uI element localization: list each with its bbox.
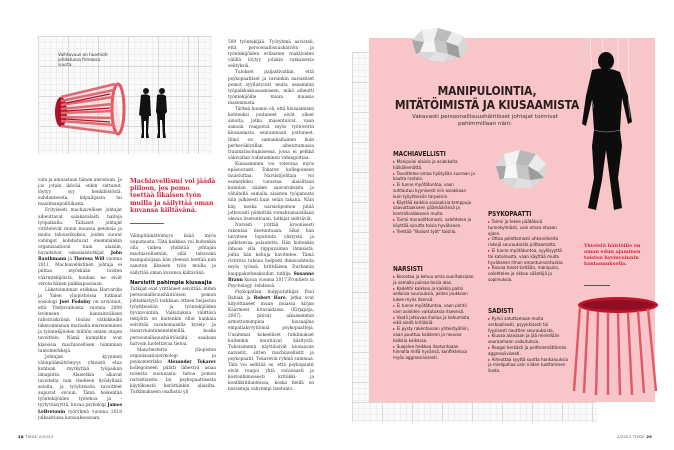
article-column-2: [130, 234, 216, 396]
trait-item: [488, 236, 568, 248]
graph-paper-background: [352, 402, 597, 422]
trait-item: [488, 219, 568, 236]
section-title: PSYKOPAATTI: [488, 210, 532, 218]
trait-text: Vaatii jatkuvaa ihailua ja kehumista eikä siedä kritiikkiä.: [393, 314, 470, 326]
trait-item: [393, 274, 475, 286]
paragraph: Tutkijat ovat yrittäneet selvittää, miten persoonallisuushäiriöisen pomon johtamistyyli tarkkaan ottaen heijastuu työyhteisöön ja työntekijöiden hyvinvointiin. Vaikutuksia välittävä tekijöitä on kuitenkin ollut hankala selvittää tavanomaisilla kysely- ja itsearviointimenetelmillä, koska persoonallisuushäiriöisiltä saadaan harvoin luotettavaa tietoa.: [130, 286, 216, 347]
trait-text: Teettää "likaiset työt" toisilla.: [396, 228, 457, 234]
trait-text: Tavoittelee omaa hyötyään suoraan ja kautta rantain.: [393, 170, 475, 182]
trait-text: Aiheuttaa syyttä suotta hankaluuksia ja mielipahaa vain niiden tuottamisen ilosta.: [488, 356, 568, 374]
trait-text: Raivaa toiset tieltään, manipuloi, valehtelee ja rikkoo sääntöjä ja sopimuksia.: [488, 265, 560, 282]
trait-text: Ei pysty rakentavaan yhteistyöhön, vaan puuttuu kaikkeen ja neuvoo kaikkia kaikessa.: [393, 326, 469, 343]
bullet-icon: ▸: [488, 265, 491, 271]
bullet-icon: ▸: [393, 170, 396, 176]
trait-item: [488, 333, 568, 345]
magazine-name: TIEDE: [25, 434, 38, 439]
infobox-section-psykopaatti: [488, 210, 568, 283]
trait-text: Kadehtii kaikkea ja kaikkia paitsi sellaisia suuruuksia, joiden joukkoon lukee myös itsensä.: [393, 285, 468, 303]
trait-text: Kiusaa alaisiaan ja jää mielellään seuraamaan vaikutuksia.: [488, 333, 560, 345]
trait-text: Pyrkii satuttamaan muita verbaalisesti, psyykkisesti tai fyysisesti nauttien seurauksista.: [488, 316, 554, 333]
trait-item: [393, 286, 475, 303]
trait-list: [488, 219, 568, 283]
trait-item: [393, 303, 475, 315]
paragraph: Johtajan kyyninen välinpitämättömyys yhteistä etua kohtaan myrkyttää työpaikan ilmapiirin. Alaisetkin alkavat tavoitella vain itselleen hyödyllisiä asioita, ja työyhteisön tavoitteet aupuvat sivuun. Tämä heikentää työntekijöiden työtehoa ja -tyytyväisyyttä, kuvaa psykologi James LeBretonin työryhmä vuonna 2018 julkaistussa katsauksessaan.: [38, 354, 122, 421]
trait-item: [488, 357, 568, 374]
illustration-caption: Vaihtuvuus on huomioti johdetussa firmassa suurta.: [58, 52, 108, 67]
trait-text: Reagoi herkästi ja peittelemättömän aggressiivisesti.: [488, 344, 567, 356]
bullet-icon: ▸: [393, 302, 396, 308]
crumpled-paper-illustration: [408, 26, 470, 64]
bullet-icon: ▸: [393, 159, 396, 164]
title-line: MANIPULOINTIA,: [437, 83, 537, 98]
person-name: Joel Podolny: [59, 299, 91, 305]
page-folio-right: [617, 434, 652, 439]
trait-item: [393, 217, 475, 229]
paragraph-text: Liiketoiminnan etiikkaa Harvardin ja Yalen yliopistoissa tutkinut sosiologi: [38, 287, 122, 305]
paragraph: Narsisti yrittää kroonisesti rakentaa itsetuntoaan. Siksi hän tarvitsee loputonta ylistystä ja palkitsevaa palautetta. Hän kuitenkin inhoaa olla riippuvainen ihmisistä, joilta hän kehuja havittelee. Tämä ristiriita tuhoaa helposti ihmissuhteita myös työssä, brittiläisen Durhamin kauppakorkeakoulun tutkija Susanne Braun kuvaa vuonna 2017 Frontiers in Psychology -lehdessä.: [228, 222, 314, 289]
trait-text: Toimii moraalittomasti, valehtelee ja käyttää surutta toisia hyväkseen.: [393, 216, 472, 228]
paragraph: Liiketoiminnan etiikkaa Harvardin ja Yalen yliopistoissa tutkinut sosiologi Joel Podolny on arvioinut, että Yhdysvalloista vuonna 2008 levinneen kansainvälisen rahoituskriisin tönäisi vätkikkeille liiketoiminnan moraalin mureneminen ja työntekijöiden hillitön omien etujen tavoittelu. Nämä kumpikin ovat klassisia machiavellisen toiminnan tuntomerkkejä.: [38, 287, 123, 354]
bullet-icon: ▸: [393, 343, 396, 349]
bullet-icon: ▸: [393, 199, 396, 205]
trait-text: Toimii ja tekee päätöksiä tunnekylmästi, vain omaa etuaan ajaen.: [488, 219, 557, 236]
bullet-icon: ▸: [488, 247, 491, 253]
person-name: Susanne Braun: [228, 271, 314, 283]
section-title: SADISTI: [488, 307, 514, 315]
person-name: Robert Hare: [253, 295, 286, 301]
trait-list: [393, 274, 475, 361]
trait-text: Korostaa ja kehuu omia suorituksiaan ja samalla painaa toisia alas.: [393, 274, 474, 285]
paragraph-text: Erityisesti machiavelliset johtajat aiheuttavat salakavalasti haitoja työpaikalla. Tällaiset johtajat virittelevät muun muassa petoksia ja muita talousrikoksia, joiden suorat vahingot kohdistuvat enemmänkin organisaatioon kuin alaisiin, havaitsivat saksalaistutkijat: [38, 208, 122, 257]
bullet-icon: ▸: [393, 314, 396, 320]
bullet-icon: ▸: [488, 236, 491, 242]
paragraph: Tulokset paljastivatkin, että psykopaattiset ja varsinkin narsistiset pomot syyllistyivät muita useammin työpaikkakiusaamiseen, mikä aiheutti työntekijöille muun muassa masennusta.: [228, 70, 314, 106]
bullet-icon: ▸: [488, 356, 491, 362]
trait-text: Ottaa pelottomasti uhkarohkeita riskejä seurauksista piittaamatta.: [488, 236, 559, 248]
trait-item: [488, 316, 568, 333]
trait-list: [488, 316, 568, 374]
page-number: 29: [646, 434, 652, 439]
trait-text: Suojelee heikkoa itsetuntoaan hinnalla millä hyvänsä, konflikteissa myös aggressiivisesti.: [393, 343, 467, 361]
bullet-icon: ▸: [393, 182, 396, 188]
trait-item: [393, 344, 475, 361]
trait-text: Käyttää kaikkia sosiaalisia temppuja saavuttaakseen päämääränsä ja kontrolloidakseen muita.: [393, 199, 472, 217]
trait-text: Ei tunne myötätuntoa, vaan suhtautuu kyynisesti niin asiakkaan kuin työyhteisön tarpeisiin.: [393, 182, 467, 199]
page-number: 28: [18, 434, 24, 439]
paragraph: 500 työntekijää. Työryhmä aavisteli, että persoonallisuushäiriön ja työntekijöiden erilaisten reaktioiden välillä löytyy jotakin ratkaisevia selityksiä.: [228, 40, 314, 70]
title-line: MITÄTÖIMISTÄ JA KIUSAAMISTA: [394, 96, 580, 112]
trait-text: Ei tunne myötätuntoa, syyllisyyttä tai katumusta, vaan käyttää muita hyväkseen ilman omantunnontuskia.: [488, 247, 564, 265]
pull-quote: Yhteistä häiriöille on oman edun ajaminen toisten hyvinvoinnin kustannuksella.: [584, 243, 641, 267]
divider: [584, 285, 610, 286]
person-name: Theresa Will: [73, 257, 105, 263]
article-column-3: [228, 40, 314, 393]
person-name: James LeBretonin: [38, 403, 122, 415]
trait-text: Manipuloi alaisia ja asiakkaita häikäilemättä.: [393, 159, 458, 170]
infobox-title: [388, 84, 586, 111]
divider: [130, 223, 164, 224]
person-name: John Rauthmann: [38, 251, 122, 263]
paragraph: Välinpitämättömyys lisää myös uupumusta. Tätä kaikkea voi kuitenkin olla vaikea yhdistää johtajan machiavellismiin, sillä taitavana manipuloijana hän yleensä teettää niin sanotun likaisen työn muilla ja säilyttää oman kuvansa kiiltävänä.: [130, 234, 216, 276]
paragraph: Psykopatian huippututkijat Paul Babiak ja Robert Hare, jotka ovat kirjoittaneet muun muassa kirjan Käärmeet liituraidassa (Kirjapaja, 2007), pitivät aikaisemmin armottomimpina kiusaajina empatiakyvyttömiä psykopaatteja. Uusimmat kokeelliset tutkimukset kuitenkin muuttavat käsitystä. Tuhoisimmin näyttäisivät kiusaavan narsistit, sitten machiavellistit ja psykopaatit, Tokarevin ryhmä summaa. Tätä voi selittää se, että psykopaatit eivät reagoi yhtä raivoisasti ja kostonhimoisesti kritiikki- ja konfliktitilanteissa, koska heillä on narsisteja vahvempi itsetunto.: [228, 289, 315, 393]
graph-paper-background: [352, 52, 370, 412]
infobox-section-sadisti: [488, 307, 568, 374]
trait-list: [393, 159, 475, 234]
trait-item: [393, 182, 475, 199]
bullet-icon: ▸: [393, 274, 396, 279]
trait-item: [393, 229, 475, 235]
revolving-door-basket-illustration: [52, 78, 130, 140]
section-heading: Narsistit pahimpia kiusaajia: [130, 279, 212, 286]
section-title: MACHIAVELLISTI: [393, 150, 446, 158]
paragraph: Kiusaaminen voi toteutua myös epäsuorasti, Tokarev kollegoineen muistuttaa. Narsistijohtaja voi esimerkiksi varastaa alaisiltaan kunnian näiden saavutuksista ja vähätellä samalla alaisten työpanosta niin julkisesti kuin selän takana. Näin käy, koska narsistipomon pitää jatkuvasti pönkittää romahtamaisillaan olevaa itsetuntoaan, tutkijat selittävät.: [228, 161, 314, 222]
article-column-1: [38, 178, 122, 422]
trait-item: [488, 345, 568, 357]
bullet-icon: ▸: [393, 228, 396, 234]
revolving-door-basket-illustration: [570, 295, 660, 395]
trait-item: [488, 265, 568, 282]
page-folio-left: [18, 434, 53, 439]
section-title: NARSISTI: [393, 265, 423, 273]
paragraph-text: Narsisti yrittää kroonisesti rakentaa itsetuntoaan. Siksi hän tarvitsee loputonta ylistystä ja palkitsevaa palautetta. Hän kuitenkin inhoaa olla riippuvainen ihmisistä, joilta hän kehuja havittelee. Tämä ristiriita tuhoaa helposti ihmissuhteita myös työssä, brittiläisen Durhamin kauppakorkeakoulun tutkija: [228, 222, 314, 277]
infobox-section-narsisti: [393, 265, 475, 361]
paragraph-text: Johtajan kyyninen välinpitämättömyys yhteistä etua kohtaan myrkyttää työpaikan ilmapiirin. Alaisetkin alkavat tavoitella vain itselleen hyödyllisiä asioita, ja työyhteisön tavoitteet aupuvat sivuun. Tämä heikentää työntekijöiden työtehoa ja -tyytyväisyyttä, kuvaa psykologi: [38, 354, 122, 409]
issue-number: 2/2024: [38, 434, 54, 439]
infobox-section-machiavellisti: [393, 150, 475, 234]
bullet-icon: ▸: [393, 285, 396, 291]
bullet-icon: ▸: [393, 216, 396, 222]
trait-item: [488, 248, 568, 265]
bullet-icon: ▸: [488, 344, 491, 350]
trait-text: Ei tunne myötätuntoa, vaan pohtii vain asioiden vaikutuksia itseensä.: [393, 302, 467, 314]
paragraph: Erityisesti machiavelliset johtajat aiheuttavat salakavalasti haitoja työpaikalla. Tällaiset johtajat virittelevät muun muassa petoksia ja muita talousrikoksia, joiden suorat vahingot kohdistuvat enemmänkin organisaatioon kuin alaisiin, havaitsivat saksalaistutkijat John Rauthmann ja Theresa Will vuonna 2011. Machiavellistinen johtaja ei piittaa myöskään toisten väärintekijöistä, kunhan ne eivät verota hänen palkkapussiaan.: [38, 208, 122, 287]
trait-item: [393, 159, 475, 171]
puppet-man-silhouette-illustration: [572, 38, 638, 213]
crumpled-paper-illustration: [492, 148, 548, 190]
issue-number: 2/2024: [616, 434, 632, 439]
bullet-icon: ▸: [393, 326, 396, 332]
bullet-icon: ▸: [488, 333, 491, 339]
trait-item: [393, 171, 475, 183]
trait-item: [393, 200, 475, 217]
pull-quote: Machiavellismi voi jäädä piiloon, jos pomo teettää likaisen työn muilla ja säilyttää oman kuvansa kiiltävänä.: [130, 178, 216, 214]
bullet-icon: ▸: [488, 316, 491, 321]
trait-item: [393, 315, 475, 327]
trait-item: [393, 326, 475, 343]
paragraph: Manchesterin yliopiston organisaatiopsykologi ja psykometrikko Alexander Tokarev kollegoineen päätti lähestyä asiaa toisesta suunnasta: tietoa pomon narsistisesta tai psykopaattisesta käytöksestä kerättiinkin alaisilta. Tutkimukseen osallistui yli: [130, 347, 216, 396]
infobox-subtitle: Vakavasti persoonallisuushäiriöiset johtajat toimivat pahimmillaan näin:: [411, 114, 559, 128]
paragraph: Tärkeä huomio oli, että kiusaamisen kohteeksi joutuneet eivät olleet ainoita, jotka masentuivat, vaan samoin reagoivat myös työtoverin kiusaamista seuraamaan joutuneet. Ilmiö on samankaltainen kuin perheväkivallan aiheuttamassa traumatisoitumisessa, jossa ei pelkkä väkivallan todistaminen vahingoittaa.: [228, 107, 314, 161]
graph-paper-background: [198, 36, 212, 154]
person-name: Alexander Tokarev: [167, 359, 216, 365]
paragraph: vain ja ainoastaan hänen ansiotaan. Ja jos jotain ikävää onkin sattunut, löytyy syy henkilöstöstä, suhdanteesta, kilpailijasta tai maailmanpolitiikasta.: [38, 178, 122, 208]
bullet-icon: ▸: [488, 219, 491, 224]
silhouette-people-illustration: [138, 86, 172, 140]
magazine-name: TIEDE: [632, 434, 645, 439]
